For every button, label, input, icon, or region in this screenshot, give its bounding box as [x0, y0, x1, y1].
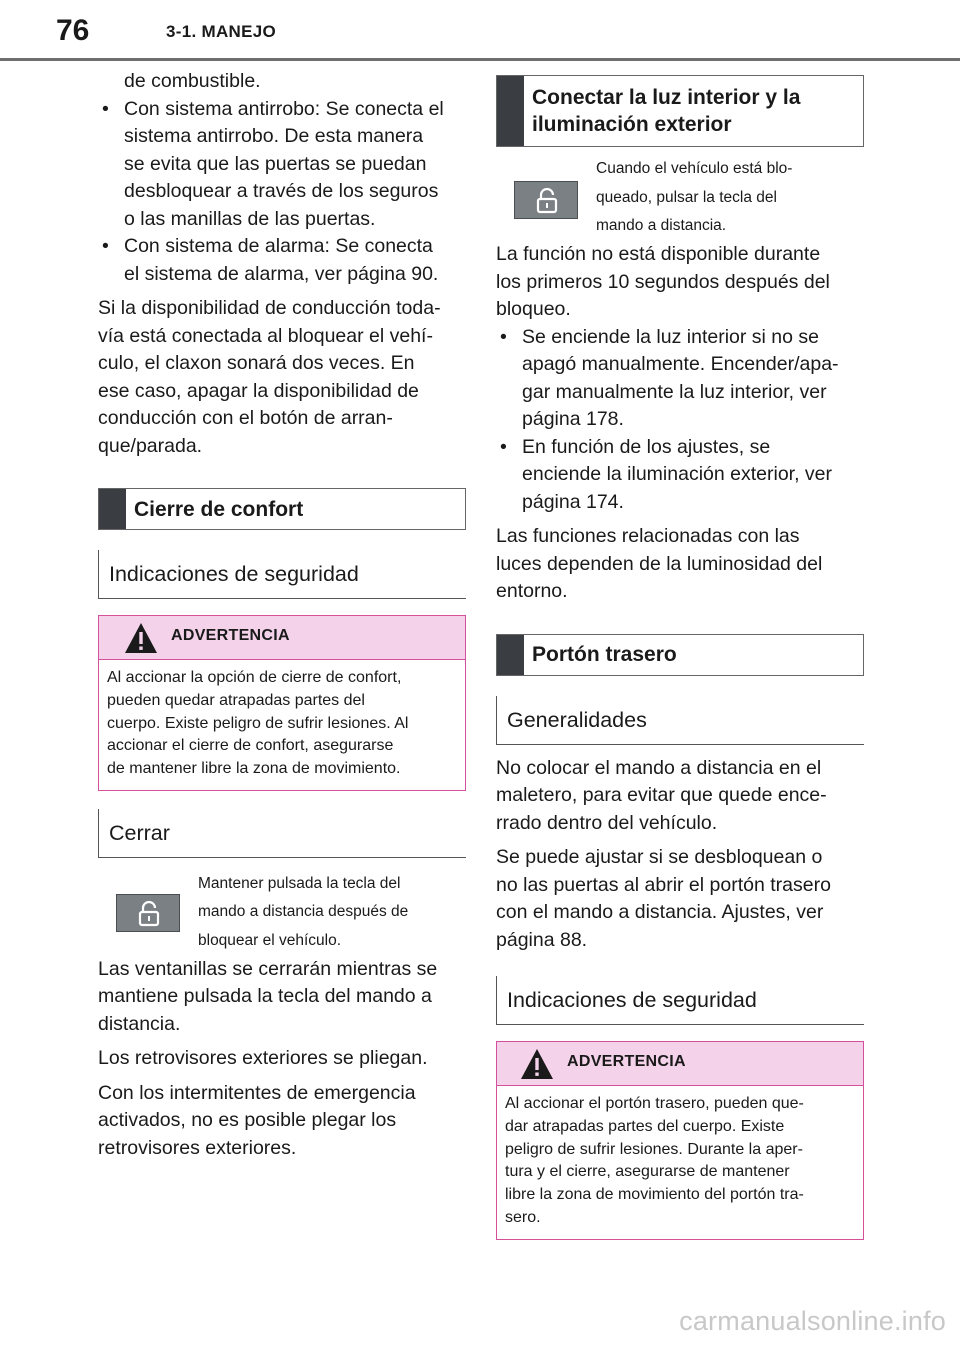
section-heading: [496, 75, 864, 147]
key-instruction-text: [198, 870, 464, 956]
text-line: o las manillas de las puertas.: [124, 207, 376, 230]
lock-key-button: [514, 181, 578, 219]
text-line: distancia.: [98, 1012, 181, 1035]
warning-header: [497, 1042, 863, 1086]
text-line: página 178.: [522, 408, 624, 430]
text-line: La función no está disponible durante: [496, 243, 821, 265]
section-bar: [497, 635, 524, 675]
text-line: activados, no es posible plegar los: [98, 1109, 397, 1132]
text-line: No colocar el mando a distancia en el: [496, 756, 822, 779]
text-line: Al accionar la opción de cierre de confort,: [107, 669, 402, 686]
section-title: Portón trasero: [532, 643, 677, 666]
header-rule: [0, 58, 960, 61]
key-instruction: [98, 864, 466, 956]
paragraph: [98, 295, 466, 460]
lock-key-button: [116, 894, 180, 932]
key-instruction: [496, 149, 864, 241]
text-line: peligro de sufrir lesiones. Durante la aper-: [505, 1140, 803, 1158]
text-line: pueden quedar atrapadas partes del: [107, 691, 365, 709]
section-bar: [99, 489, 126, 529]
right-column: [496, 75, 864, 1240]
text-line: bloquear el vehículo.: [198, 931, 342, 949]
text-line: sistema antirrobo. De esta manera: [124, 125, 424, 147]
text-line: de mantener libre la zona de movimiento.: [107, 760, 401, 778]
section-title: Cierre de confort: [134, 497, 304, 521]
subheading: Cerrar: [98, 809, 466, 858]
warning-box: [496, 1041, 864, 1240]
paragraph: [496, 844, 864, 954]
text-line: página 174.: [522, 490, 624, 513]
text-line: que/parada.: [98, 434, 203, 457]
text-line: de combustible.: [124, 70, 261, 92]
text-line: entorno.: [496, 580, 568, 602]
text-line: mando a distancia después de: [198, 903, 409, 921]
text-line: no las puertas al abrir el portón trasero: [496, 873, 831, 896]
paragraph: [496, 755, 864, 838]
section-heading: [496, 634, 864, 676]
text-line: Si la disponibilidad de conducción toda-: [98, 297, 441, 319]
text-line: queado, pulsar la tecla del: [596, 188, 777, 206]
text-line: Mantener pulsada la tecla del: [198, 874, 401, 892]
text-line: ese caso, apagar la disponibilidad de: [98, 379, 419, 402]
text-line: desbloquear a través de los seguros: [124, 180, 439, 202]
warning-triangle-icon: [520, 1048, 554, 1080]
warning-text: [99, 660, 465, 790]
subheading: Indicaciones de seguridad: [98, 550, 466, 599]
bullet-item: • Se enciende la luz interior si no se: [496, 324, 864, 352]
paragraph: [98, 1045, 466, 1073]
text-line: retrovisores exteriores.: [98, 1136, 297, 1159]
bullet-item: • Con sistema de alarma: Se conecta: [98, 233, 466, 261]
text-line: iluminación exterior: [532, 113, 732, 136]
text-line: maletero, para evitar que quede ence-: [496, 784, 827, 806]
text-line: mantiene pulsada la tecla del mando a: [98, 985, 432, 1008]
text-line: Se puede ajustar si se desbloquean o: [496, 846, 823, 868]
section-bar: [497, 76, 524, 146]
text-line: Conectar la luz interior y la: [532, 86, 801, 109]
text-line: tura y el cierre, asegurarse de mantener: [505, 1163, 790, 1181]
warning-label: ADVERTENCIA: [567, 1053, 686, 1070]
text-line: apagó manualmente. Encender/apa-: [522, 353, 839, 375]
text-line: sero.: [505, 1208, 541, 1226]
text-line: cuerpo. Existe peligro de sufrir lesiones. Al: [107, 714, 409, 732]
text-line: Al accionar el portón trasero, pueden que-: [505, 1095, 804, 1112]
text-line: Con los intermitentes de emergencia: [98, 1081, 416, 1104]
text-line: conducción con el botón de arran-: [98, 407, 393, 429]
text-line: mando a distancia.: [596, 217, 727, 234]
watermark: carmanualsonline.info: [679, 1306, 946, 1336]
text-line: libre la zona de movimiento del portón tra-: [505, 1186, 804, 1204]
text-line: Las ventanillas se cerrarán mientras se: [98, 957, 438, 980]
paragraph: [496, 241, 864, 324]
bullet-item: • Con sistema antirrobo: Se conecta el: [98, 96, 466, 124]
section-title: [524, 76, 808, 146]
text-line: se evita que las puertas se puedan: [124, 152, 427, 175]
text-line: los primeros 10 segundos después del: [496, 270, 830, 293]
text-line: accionar el cierre de confort, asegurarse: [107, 737, 394, 755]
warning-box: [98, 615, 466, 791]
text-line: rrado dentro del vehículo.: [496, 811, 718, 834]
text-line: Las funciones relacionadas con las: [496, 525, 800, 547]
text-line: página 88.: [496, 928, 588, 951]
text-line: con el mando a distancia. Ajustes, ver: [496, 901, 824, 923]
text-line: culo, el claxon sonará dos veces. En: [98, 352, 415, 374]
page-header: [0, 0, 960, 62]
lock-icon: [138, 901, 160, 927]
section-heading: [98, 488, 466, 530]
warning-triangle-icon: [124, 622, 158, 654]
chapter-title: 3-1. MANEJO: [166, 22, 277, 41]
text-line: luces dependen de la luminosidad del: [496, 552, 823, 575]
paragraph: [98, 1080, 466, 1163]
left-column: [98, 68, 466, 1169]
text-line: dar atrapadas partes del cuerpo. Existe: [505, 1117, 785, 1135]
subheading: Generalidades: [496, 696, 864, 745]
text-line: enciende la iluminación exterior, ver: [522, 463, 833, 485]
paragraph: [496, 523, 864, 606]
text-line: vía está conectada al bloquear el vehí-: [98, 324, 433, 347]
page-number: 76: [56, 14, 90, 47]
subheading: Indicaciones de seguridad: [496, 976, 864, 1025]
text-line: gar manualmente la luz interior, ver: [522, 380, 827, 403]
text-line: Cuando el vehículo está blo-: [596, 160, 793, 177]
warning-text: [497, 1086, 863, 1239]
bullet-item: • En función de los ajustes, se: [496, 434, 864, 462]
lock-icon: [536, 188, 558, 214]
warning-header: [99, 616, 465, 660]
text-line: Los retrovisores exteriores se pliegan.: [98, 1047, 428, 1070]
paragraph: [98, 956, 466, 1039]
key-instruction-text: [596, 155, 862, 241]
text-line: el sistema de alarma, ver página 90.: [124, 262, 439, 285]
text-line: bloqueo.: [496, 298, 571, 320]
warning-label: ADVERTENCIA: [171, 627, 290, 644]
